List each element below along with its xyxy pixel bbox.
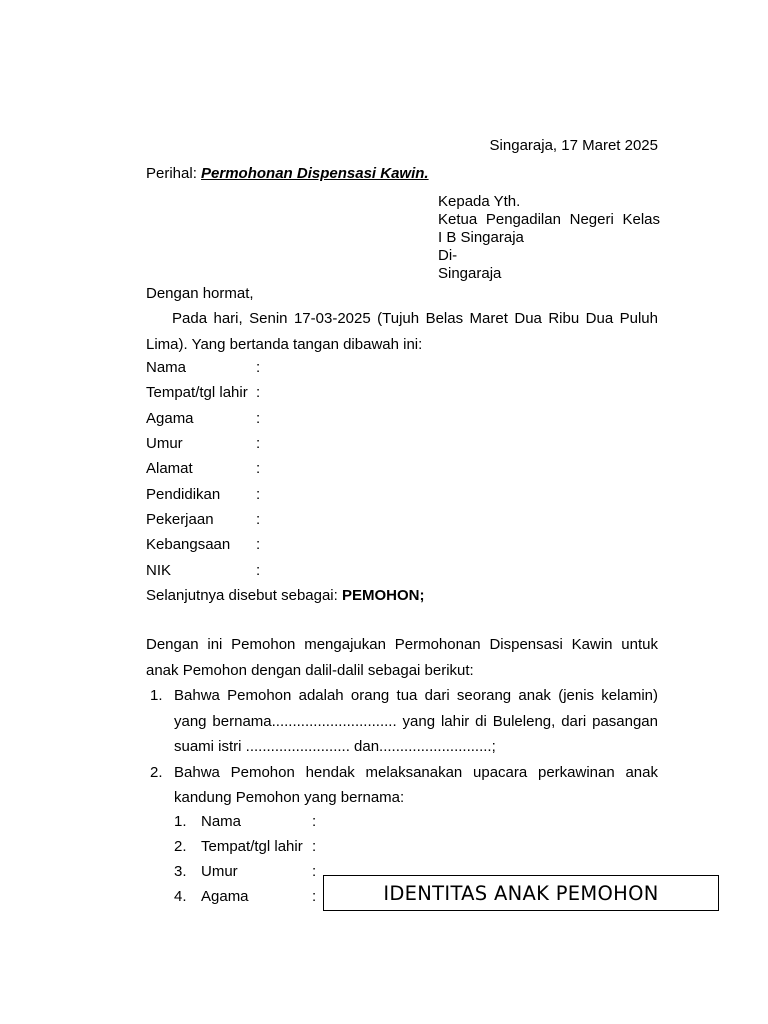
salutation: Dengan hormat,	[146, 285, 254, 302]
list-item-number: 2.	[150, 763, 163, 781]
field-colon: :	[256, 536, 261, 553]
field-colon: :	[256, 562, 261, 579]
field-label: Nama	[146, 359, 187, 376]
field-colon: :	[256, 460, 261, 477]
designation-prefix: Selanjutnya disebut sebagai:	[146, 587, 342, 604]
field-colon: :	[256, 384, 261, 401]
field-row	[146, 460, 260, 478]
field-row	[146, 359, 260, 377]
child-field-label: Nama	[201, 813, 242, 830]
opening-line-2: Lima). Yang bertanda tangan dibawah ini:	[146, 335, 423, 353]
designation-line	[146, 587, 424, 605]
child-field-number: 4.	[174, 888, 187, 905]
child-field-number: 2.	[174, 838, 187, 855]
field-colon: :	[256, 486, 261, 503]
field-colon: :	[256, 359, 261, 376]
recipient-line-1: Kepada Yth.	[438, 193, 521, 210]
list-item-line: Bahwa Pemohon adalah orang tua dari seorang anak (jenis kelamin)	[174, 687, 658, 704]
recipient-line-3: I B Singaraja	[438, 229, 524, 246]
designation-value: PEMOHON;	[341, 587, 425, 604]
list-item-line: yang bernama.............................. yang lahir di Buleleng, dari pasangan	[174, 712, 658, 730]
child-field-row	[174, 888, 316, 906]
field-colon: :	[256, 435, 261, 452]
identity-box-label: IDENTITAS ANAK PEMOHON	[323, 875, 719, 911]
child-field-colon: :	[312, 813, 317, 830]
list-item-line: suami istri ......................... dan...........................;	[174, 738, 496, 755]
field-colon: :	[256, 410, 261, 427]
field-label: Kebangsaan	[146, 536, 231, 553]
intro-line-2: anak Pemohon dengan dalil-dalil sebagai berikut:	[146, 661, 474, 679]
child-field-label: Tempat/tgl lahir	[201, 838, 303, 855]
list-item	[146, 760, 658, 811]
intro-paragraph	[146, 632, 658, 683]
field-label: Pekerjaan	[146, 511, 214, 528]
field-label: Alamat	[146, 460, 193, 477]
perihal-label: Perihal:	[146, 165, 197, 182]
recipient-line-2: Ketua Pengadilan Negeri Kelas	[438, 211, 660, 228]
recipient-block	[438, 193, 660, 283]
child-field-row	[174, 813, 316, 831]
child-field-label: Umur	[201, 863, 238, 880]
opening-paragraph	[146, 306, 658, 357]
list-item-line: Bahwa Pemohon hendak melaksanakan upacara perkawinan anak	[174, 763, 658, 781]
child-field-number: 1.	[174, 813, 187, 830]
child-field-label: Agama	[201, 888, 249, 905]
place-date: Singaraja, 17 Maret 2025	[489, 137, 658, 154]
child-field-colon: :	[312, 838, 317, 855]
child-field-row	[174, 863, 316, 881]
field-colon: :	[256, 511, 261, 528]
field-label: NIK	[146, 562, 172, 579]
field-label: Agama	[146, 410, 194, 427]
list-item-line: kandung Pemohon yang bernama:	[174, 789, 405, 806]
field-row	[146, 384, 260, 402]
points-list	[146, 683, 658, 811]
field-label: Pendidikan	[146, 486, 221, 503]
perihal-value: Permohonan Dispensasi Kawin.	[201, 165, 429, 182]
field-row	[146, 435, 260, 453]
child-field-colon: :	[312, 863, 317, 880]
field-label: Umur	[146, 435, 183, 452]
intro-line-1: Dengan ini Pemohon mengajukan Permohonan Dispensasi Kawin untuk	[146, 636, 658, 653]
list-item-number: 1.	[150, 687, 163, 704]
field-row	[146, 486, 260, 504]
field-row	[146, 562, 260, 580]
child-field-colon: :	[312, 888, 317, 905]
field-label: Tempat/tgl lahir	[146, 384, 248, 401]
perihal-line	[146, 165, 429, 183]
child-field-number: 3.	[174, 863, 187, 880]
list-item	[146, 683, 658, 760]
child-field-row	[174, 838, 316, 856]
recipient-line-5: Singaraja	[438, 265, 502, 282]
opening-line-1: Pada hari, Senin 17-03-2025 (Tujuh Belas Maret Dua Ribu Dua Puluh	[172, 310, 658, 327]
field-row	[146, 536, 260, 554]
field-row	[146, 511, 260, 529]
field-row	[146, 410, 260, 428]
recipient-line-4: Di-	[438, 247, 458, 264]
